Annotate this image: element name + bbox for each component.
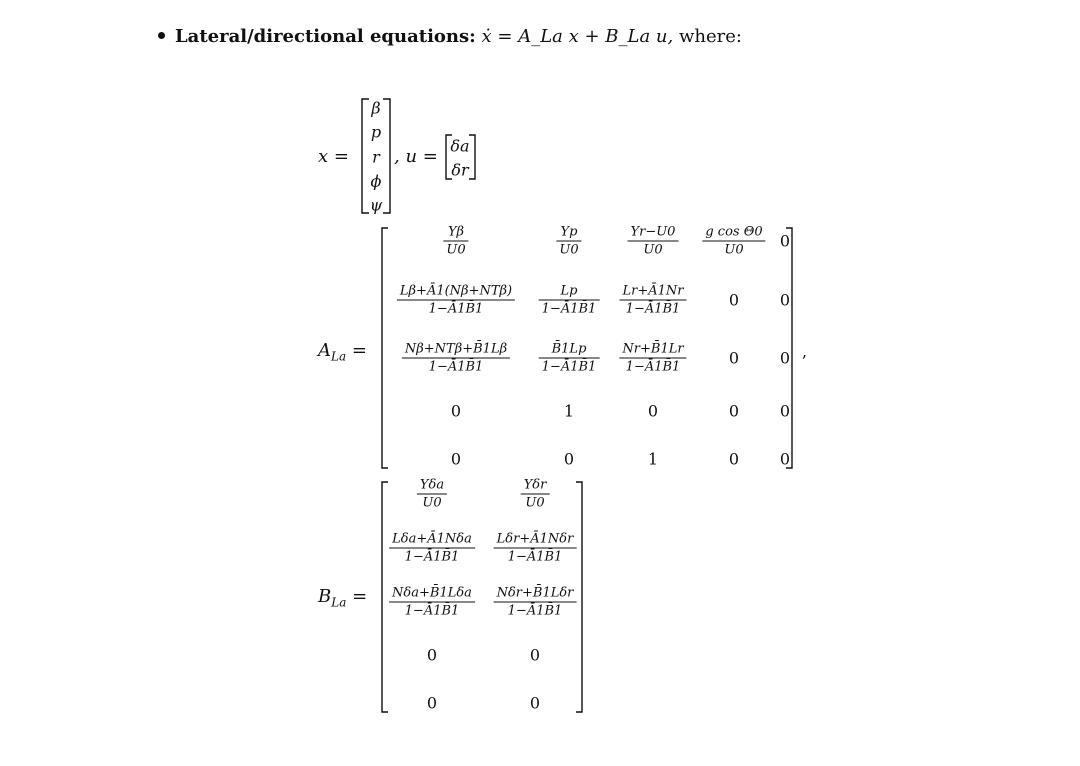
vector-entry: ψ: [369, 195, 383, 215]
matrix-entry: 0: [450, 401, 462, 421]
matrix-fraction: [494, 586, 577, 619]
input-vector-lhs: , u =: [394, 146, 438, 167]
matrix-entry: 0: [563, 449, 575, 469]
matrix-entry: 0: [779, 231, 791, 251]
vector-entry: β: [371, 98, 381, 118]
fraction-denominator: U0: [724, 242, 744, 258]
fraction-numerator: Lβ+Ā1(Nβ+NTβ): [397, 284, 515, 301]
fraction-numerator: Yp: [556, 225, 581, 242]
vector-entry: ϕ: [370, 171, 382, 191]
fraction-numerator: Nδa+B̄1Lδa: [389, 586, 475, 603]
fraction-numerator: Lp: [539, 284, 600, 301]
matrix-entry: 0: [779, 449, 791, 469]
fraction-denominator: U0: [446, 242, 466, 258]
matrix-fraction: [619, 342, 686, 375]
fraction-numerator: Lr+Ā1Nr: [620, 284, 687, 301]
a-matrix-equals: =: [351, 340, 367, 361]
matrix-entry: 0: [728, 348, 740, 368]
matrix-fraction: [494, 532, 577, 565]
fraction-numerator: Yβ: [443, 225, 468, 242]
matrix-entry: 0: [426, 693, 438, 713]
matrix-entry: 0: [779, 290, 791, 310]
matrix-fraction: [702, 225, 765, 258]
b-matrix-lhs: [318, 586, 367, 610]
bullet-item: [158, 26, 742, 47]
fraction-denominator: 1−Ā1B̄1: [404, 549, 460, 565]
fraction-denominator: U0: [525, 495, 545, 511]
fraction-denominator: U0: [559, 242, 579, 258]
matrix-entry: 0: [450, 449, 462, 469]
matrix-fraction: [539, 342, 600, 375]
b-matrix-equals: =: [352, 586, 368, 607]
matrix-entry: 0: [779, 348, 791, 368]
matrix-entry: 0: [728, 290, 740, 310]
matrix-entry: 0: [426, 645, 438, 665]
a-matrix-trailing-comma: ,: [802, 342, 808, 361]
vector-entry: δr: [451, 160, 469, 180]
bullet-label: Lateral/directional equations:: [175, 26, 476, 47]
matrix-entry: 0: [529, 693, 541, 713]
matrix-fraction: [389, 586, 475, 619]
matrix-fraction: [539, 284, 600, 317]
a-matrix-symbol: A: [318, 340, 331, 361]
fraction-numerator: Lδr+Ā1Nδr: [494, 532, 577, 549]
fraction-numerator: Nδr+B̄1Lδr: [494, 586, 577, 603]
matrix-entry: 0: [728, 401, 740, 421]
fraction-denominator: 1−Ā1B̄1: [507, 603, 563, 619]
bullet-suffix: where:: [678, 26, 742, 47]
vector-entry: p: [370, 122, 382, 142]
fraction-denominator: U0: [422, 495, 442, 511]
fraction-denominator: 1−Ā1B̄1: [625, 359, 681, 375]
matrix-entry: 0: [779, 401, 791, 421]
fraction-denominator: 1−Ā1B̄1: [507, 549, 563, 565]
matrix-fraction: [417, 478, 447, 511]
fraction-denominator: 1−Ā1B̄1: [625, 301, 681, 317]
matrix-fraction: [556, 225, 581, 258]
fraction-numerator: Yδa: [417, 478, 447, 495]
matrix-entry: 0: [647, 401, 659, 421]
matrix-fraction: [521, 478, 550, 511]
b-matrix-symbol: B: [318, 586, 332, 607]
bullet-dot-icon: [158, 32, 165, 39]
matrix-fraction: [628, 225, 679, 258]
state-vector-lhs: x =: [318, 146, 349, 167]
fraction-numerator: Nβ+NTβ+B̄1Lβ: [402, 342, 510, 359]
matrix-fraction: [389, 532, 475, 565]
b-matrix-subscript: La: [331, 595, 347, 610]
matrix-entry: 0: [728, 449, 740, 469]
vector-entry: δa: [450, 136, 470, 156]
matrix-fraction: [443, 225, 468, 258]
fraction-denominator: U0: [643, 242, 663, 258]
matrix-entry: 0: [529, 645, 541, 665]
fraction-numerator: Lδa+Ā1Nδa: [389, 532, 475, 549]
matrix-fraction: [397, 284, 515, 317]
fraction-numerator: B̄1Lp: [539, 342, 600, 359]
fraction-denominator: 1−Ā1B̄1: [428, 359, 484, 375]
matrix-entry: 1: [647, 449, 659, 469]
vector-entry: r: [372, 147, 380, 167]
bullet-equation: ẋ = A_La x + B_La u,: [481, 26, 674, 47]
matrix-fraction: [620, 284, 687, 317]
fraction-denominator: 1−Ā1B̄1: [404, 603, 460, 619]
matrix-fraction: [402, 342, 510, 375]
fraction-numerator: Nr+B̄1Lr: [619, 342, 686, 359]
fraction-numerator: g cos Θ0: [702, 225, 765, 242]
fraction-numerator: Yr−U0: [628, 225, 679, 242]
fraction-numerator: Yδr: [521, 478, 550, 495]
a-matrix-subscript: La: [331, 349, 347, 364]
matrix-entry: 1: [563, 401, 575, 421]
fraction-denominator: 1−Ā1B̄1: [428, 301, 484, 317]
fraction-denominator: 1−Ā1B̄1: [541, 359, 597, 375]
a-matrix-lhs: [318, 340, 367, 364]
fraction-denominator: 1−Ā1B̄1: [541, 301, 597, 317]
